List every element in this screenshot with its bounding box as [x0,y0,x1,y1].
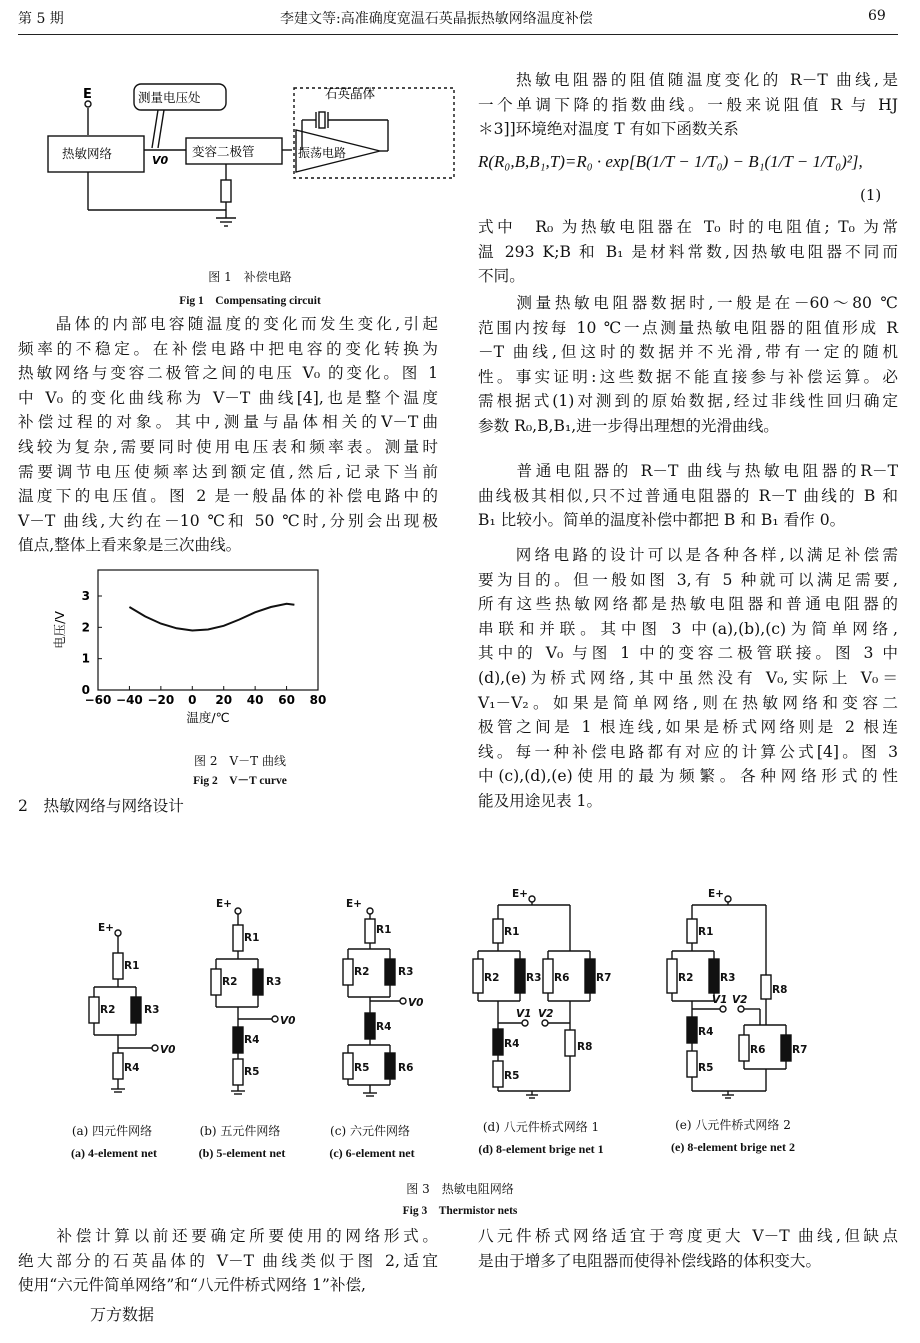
net-e-r6-label: R6 [750,1044,766,1056]
text-line: 不同。 [478,267,525,286]
net-a-r2-label: R2 [100,1004,116,1016]
text-line: ＊3]]环境绝对温度 T 有如下函数关系 [478,120,739,139]
net-b-v0-label: V0 [280,1015,296,1027]
net-b-caption-cn: (b) 五元件网络 [199,1124,281,1138]
net-d-v1-label: V1 [516,1008,532,1020]
bottom-left-paragraph [18,1224,438,1298]
y-axis-label: 电压/V [52,611,67,649]
text-line: 能及用途见表 1。 [478,791,603,810]
net-a-v0-label: V0 [160,1044,176,1056]
equation-1 [478,152,898,172]
net-d-v2-label: V2 [538,1008,554,1020]
net-a-r3-label: R3 [144,1004,160,1016]
text-line: 网络电路的设计可以是各种各样,以满足补偿需 [478,546,898,564]
running-title: 李建文等:高准确度宽温石英晶振热敏网络温度补偿 [280,11,593,27]
net-e-r7-label: R7 [792,1044,808,1056]
text-line: 绝大部分的石英晶体的 V－T 曲线类似于图 2,适宜 [18,1251,438,1270]
text-line: 极管之间是 1 根连线,如果是桥式网络则是 2 根连 [478,718,898,737]
net-a-e-label: E+ [98,922,114,934]
x-tick-label: 60 [278,693,295,707]
net-d-r4-label: R4 [504,1038,520,1050]
text-line: (d),(e)为桥式网络,其中虽然没有 V₀,实际上 V₀＝ [478,668,898,687]
left-paragraph-1 [18,312,438,558]
text-line: 串联和并联。其中图 3 中(a),(b),(c)为简单网络, [478,619,898,638]
varactor-label: 变容二极管 [192,144,255,159]
net-d-r6-label: R6 [554,972,570,984]
text-line: 是由于增多了电阻器而使得补偿线路的体积变大。 [478,1251,822,1270]
net-b-r3-label: R3 [266,976,282,988]
text-line: 要为目的。但一般如图 3,有 5 种就可以满足需要, [478,570,898,589]
text-line: 普通电阻器的 R－T 曲线与热敏电阻器的R－T [478,462,898,480]
x-tick-label: 0 [188,693,197,707]
net-c-r2-label: R2 [354,966,370,978]
text-line: 性。事实证明:这些数据不能直接参与补偿运算。必 [478,367,898,386]
net-d-caption-cn: (d) 八元件桥式网络 1 [482,1120,600,1134]
issue-number: 第 5 期 [18,11,64,27]
text-line: 八元件桥式网络适宜于弯度更大 V－T 曲线,但缺点 [478,1227,898,1245]
text-line: 需根据式(1)对测到的原始数据,经过非线性回归确定 [478,392,898,411]
net-a-caption-en: (a) 4-element net [71,1146,157,1160]
text-line: 中(c),(d),(e)使用的最为频繁。各种网络形式的性 [478,767,898,786]
fig3-caption-en: Fig 3 Thermistor nets [402,1205,518,1217]
text-line: 参数 R₀,B,B₁,进一步得出理想的光滑曲线。 [478,416,779,435]
net-e-r5-label: R5 [698,1062,714,1074]
text-line: B₁ 比较小。简单的温度补偿中都把 B 和 B₁ 看作 0。 [478,511,846,530]
x-tick-label: 40 [246,693,264,707]
net-e-r4-label: R4 [698,1026,714,1038]
net-d-r2-label: R2 [484,972,500,984]
right-paragraph-1 [478,68,898,142]
net-c-r5-label: R5 [354,1062,370,1074]
right-paragraph-4 [478,459,898,533]
text-line: 测量热敏电阻器数据时,一般是在－60～80 ℃ [478,294,898,312]
y-tick-label: 3 [81,589,90,603]
x-tick-label: −20 [147,693,175,707]
fig3-caption-cn: 图 3 热敏电阻网络 [406,1182,514,1196]
net-d-r8-label: R8 [577,1041,593,1053]
net-c-r3-label: R3 [398,966,414,978]
net-b-r1-label: R1 [244,932,260,944]
net-e-r1-label: R1 [698,926,714,938]
measure-label: 测量电压处 [138,90,201,105]
net-c-r1-label: R1 [376,924,392,936]
v0-label: V0 [152,154,169,167]
x-tick-label: −40 [116,693,143,707]
net-a-r1-label: R1 [124,960,140,972]
equation-number: (1) [860,186,882,204]
y-tick-label: 1 [81,651,90,666]
net-d-r5-label: R5 [504,1070,520,1082]
net-e-r8-label: R8 [772,984,788,996]
fig1-circuit [40,80,460,270]
net-b-r4-label: R4 [244,1034,260,1046]
text-line: 补偿计算以前还要确定所要使用的网络形式。 [18,1227,438,1245]
header-rule [18,34,898,35]
thermistor-net-label: 热敏网络 [62,146,113,161]
text-line: 曲线极其相似,只不过普通电阻器的 R－T 曲线的 B 和 [478,486,898,505]
crystal-label: 石英晶体 [325,86,376,101]
net-a-caption-cn: (a) 四元件网络 [71,1124,153,1138]
text-line: 补偿过程的对象。其中,测量与晶体相关的V－T曲 [18,413,438,432]
y-tick-label: 2 [81,620,90,635]
net-e-r3-label: R3 [720,972,736,984]
net-d-caption-en: (d) 8-element brige net 1 [478,1142,604,1156]
text-line: －T 曲线,但这时的数据并不光滑,带有一定的随机 [478,343,898,362]
text-line: 热敏电阻器的阻值随温度变化的 R－T 曲线,是 [478,71,898,89]
chart-ticks [82,589,327,707]
text-line: 线。每一种补偿电路都有对应的计算公式[4]。图 3 [478,742,898,761]
bottom-right-paragraph [478,1224,898,1273]
text-line: 使用“六元件简单网络”和“八元件桥式网络 1”补偿, [18,1276,367,1295]
net-b-caption-en: (b) 5-element net [198,1146,286,1160]
x-axis-label: 温度/℃ [186,710,230,725]
fig2-caption-cn: 图 2 V－T 曲线 [194,754,286,768]
right-paragraph-5 [478,543,898,814]
y-tick-label: 0 [81,683,90,697]
net-a-r4-label: R4 [124,1062,140,1074]
fig1-caption-en: Fig 1 Compensating circuit [179,295,321,307]
vt-curve-line [129,604,294,631]
text-line: 温 293 K;B 和 B₁ 是材料常数,因热敏电阻器不同而 [478,242,898,261]
net-c-e-label: E+ [346,898,362,910]
net-d-r7-label: R7 [596,972,612,984]
text-line: 线较为复杂,需要同时使用电压表和频率表。测量时 [18,437,438,456]
fig2-caption-en: Fig 2 V－T curve [193,775,287,787]
text-line: 其中的 V₀ 与图 1 中的变容二极管联接。图 3 中 [478,644,898,663]
right-paragraph-3 [478,291,898,439]
text-line: V₁－V₂。如果是简单网络,则在热敏网络和变容二 [478,693,898,712]
text-line: 式中 R₀ 为热敏电阻器在 T₀ 时的电阻值; T₀ 为常 [478,218,898,236]
text-line: 晶体的内部电容随温度的变化而发生变化,引起 [18,315,438,333]
watermark: 万方数据 [90,1305,155,1324]
x-tick-label: −60 [84,693,112,707]
text-line: 中 V₀ 的变化曲线称为 V－T 曲线[4],也是整个温度 [18,388,438,407]
net-c-r6-label: R6 [398,1062,414,1074]
text-line: 值点,整体上看来象是三次曲线。 [18,536,242,555]
text-line: 热敏网络与变容二极管之间的电压 V₀ 的变化。图 1 [18,364,438,383]
fig1-caption-cn: 图 1 补偿电路 [208,270,292,284]
text-line: 频率的不稳定。在补偿电路中把电容的变化转换为 [18,339,438,358]
net-e-e-label: E+ [708,888,724,900]
text-line: 所有这些热敏网络都是热敏电阻器和普通电阻器的 [478,595,898,614]
e-label: E [83,87,92,102]
x-tick-label: 20 [215,693,233,707]
equation-text: R(R₀,B,B₁,T)=R₀ · exp[B(1/T − 1/T₀) − B₁(1/T − 1/T₀)²], [478,152,863,171]
net-e-v2-label: V2 [732,994,748,1006]
net-b-e-label: E+ [216,898,232,910]
text-line: 一个单调下降的指数曲线。一般来说阻值 R 与 HJ [478,95,898,114]
section-heading-2: 2 热敏网络与网络设计 [18,797,184,815]
net-c-v0-label: V0 [408,997,424,1009]
text-line: V－T 曲线,大约在－10 ℃和 50 ℃时,分别会出现极 [18,511,438,530]
net-b-r2-label: R2 [222,976,238,988]
x-tick-label: 80 [309,693,327,707]
net-b-r5-label: R5 [244,1066,260,1078]
net-c-caption-cn: (c) 六元件网络 [330,1124,410,1138]
fig3-nets [60,885,860,1100]
net-d-e-label: E+ [512,888,528,900]
fig2-vt-chart [40,560,340,735]
net-e-caption-en: (e) 8-element brige net 2 [671,1140,795,1154]
net-c-r4-label: R4 [376,1021,392,1033]
net-c-caption-en: (c) 6-element net [329,1146,415,1160]
net-e-v1-label: V1 [712,994,728,1006]
net-e-r2-label: R2 [678,972,694,984]
text-line: 范围内按每 10 ℃一点测量热敏电阻器的阻值形成 R [478,318,898,337]
text-line: 温度下的电压值。图 2 是一般晶体的补偿电路中的 [18,487,438,506]
text-line: 需要调节电压使频率达到额定值,然后,记录下当前 [18,462,438,481]
oscillator-label: 振荡电路 [298,146,347,160]
net-e-caption-cn: (e) 八元件桥式网络 2 [675,1118,791,1132]
net-d-r3-label: R3 [526,972,542,984]
net-d-r1-label: R1 [504,926,520,938]
page-number: 69 [868,8,886,24]
right-paragraph-2 [478,215,898,289]
